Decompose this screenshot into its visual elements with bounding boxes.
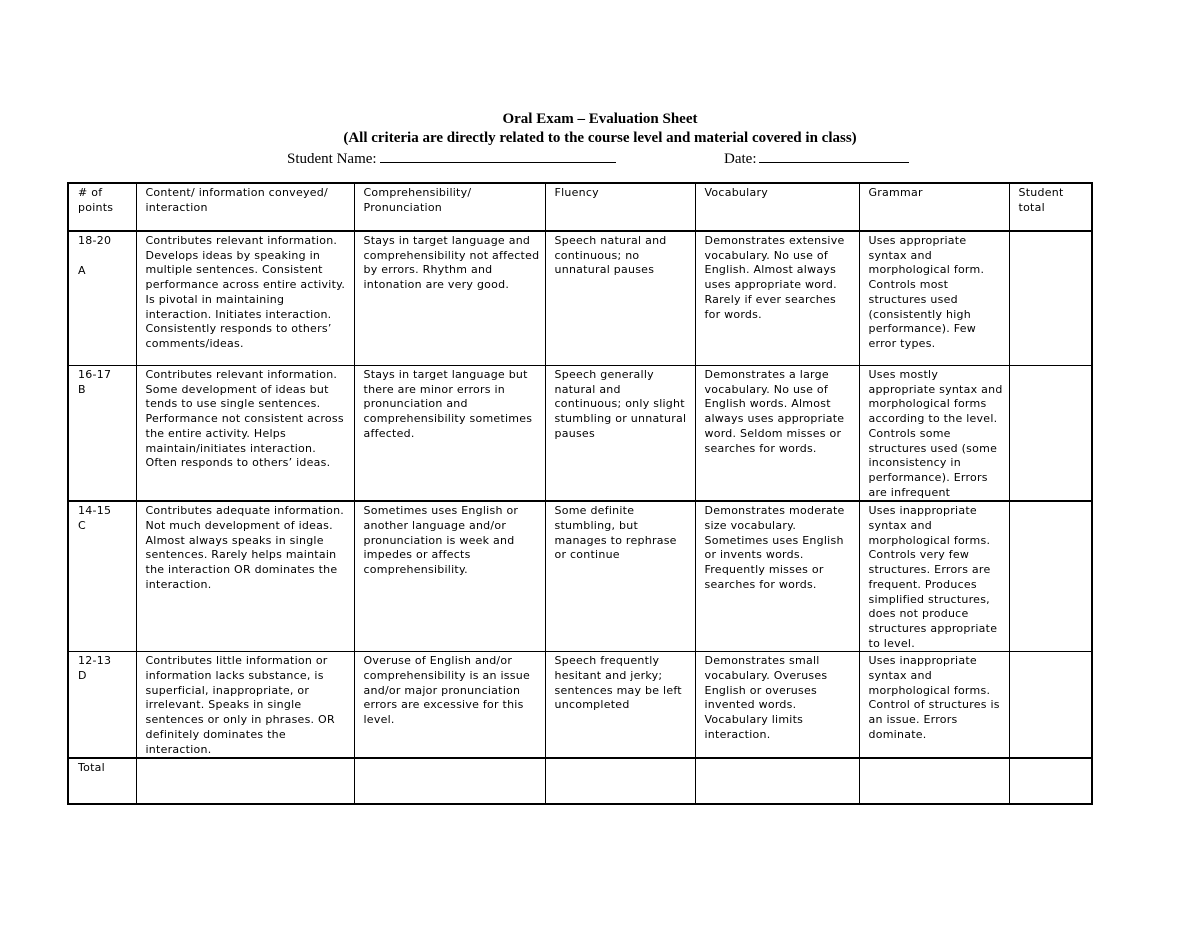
points-cell xyxy=(68,231,136,366)
vocabulary-cell: Demonstrates moderate size vocabulary. Sometimes uses English or invents words. Frequently misses or searches for words. xyxy=(695,501,859,652)
fluency-cell: Speech frequently hesitant and jerky; sentences may be left uncompleted xyxy=(545,652,695,758)
table-row xyxy=(68,652,1092,758)
header-fluency: Fluency xyxy=(545,183,695,231)
vocabulary-cell: Demonstrates extensive vocabulary. No use of English. Almost always uses appropriate word. Rarely if ever searches for words. xyxy=(695,231,859,366)
points-range: 16-17 xyxy=(78,368,112,381)
table-row xyxy=(68,366,1092,502)
total-cell-pronunciation[interactable] xyxy=(354,758,545,804)
header-student-total: Student total xyxy=(1009,183,1092,231)
pronunciation-cell: Sometimes uses English or another language and/or pronunciation is week and impedes or affects comprehensibility. xyxy=(354,501,545,652)
rubric-table xyxy=(67,182,1093,805)
total-cell-student[interactable] xyxy=(1009,758,1092,804)
header-vocabulary: Vocabulary xyxy=(695,183,859,231)
student-name-blank[interactable] xyxy=(380,149,616,163)
student-name-label: Student Name: xyxy=(287,151,377,167)
page-subtitle: (All criteria are directly related to the course level and material covered in class) xyxy=(343,130,857,146)
content-cell: Contributes adequate information. Not much development of ideas. Almost always speaks in single sentences. Rarely helps maintain the interaction OR dominates the interaction. xyxy=(136,501,354,652)
header-grammar: Grammar xyxy=(859,183,1009,231)
date-field[interactable] xyxy=(724,149,909,168)
grade-letter: C xyxy=(78,519,86,533)
grammar-cell: Uses inappropriate syntax and morphological forms. Controls very few structures. Errors are frequent. Produces simplified structures, does not produce structures appropriate to level. xyxy=(859,501,1009,652)
grade-letter: A xyxy=(78,263,86,277)
total-cell-content[interactable] xyxy=(136,758,354,804)
content-cell: Contributes little information or information lacks substance, is superficial, inappropriate, or irrelevant. Speaks in single sentences or only in phrases. OR definitely dominates the interaction. xyxy=(136,652,354,758)
table-header-row xyxy=(68,183,1092,231)
points-range: 18-20 xyxy=(78,234,112,247)
content-cell: Contributes relevant information. Develops ideas by speaking in multiple sentences. Consistent performance across entire activity. Is pivotal in maintaining interaction. Initiates interaction. Consistently responds to others’ comments/ideas. xyxy=(136,231,354,366)
student-total-cell[interactable] xyxy=(1009,231,1092,366)
vocabulary-cell: Demonstrates a large vocabulary. No use of English words. Almost always uses appropriate word. Seldom misses or searches for words. xyxy=(695,366,859,502)
points-cell xyxy=(68,652,136,758)
student-name-field[interactable] xyxy=(287,149,616,168)
fluency-cell: Speech generally natural and continuous; only slight stumbling or unnatural pauses xyxy=(545,366,695,502)
grammar-cell: Uses appropriate syntax and morphological form. Controls most structures used (consistently high performance). Few error types. xyxy=(859,231,1009,366)
content-cell: Contributes relevant information. Some development of ideas but tends to use single sentences. Performance not consistent across the entire activity. Helps maintain/initiates interaction. Often responds to others’ ideas. xyxy=(136,366,354,502)
vocabulary-cell: Demonstrates small vocabulary. Overuses English or overuses invented words. Vocabulary limits interaction. xyxy=(695,652,859,758)
points-cell xyxy=(68,366,136,502)
pronunciation-cell: Overuse of English and/or comprehensibility is an issue and/or major pronunciation errors are excessive for this level. xyxy=(354,652,545,758)
total-cell-fluency[interactable] xyxy=(545,758,695,804)
points-cell xyxy=(68,501,136,652)
student-total-cell[interactable] xyxy=(1009,366,1092,502)
total-label: Total xyxy=(68,758,136,804)
header-points: # of points xyxy=(68,183,136,231)
table-row xyxy=(68,231,1092,366)
grammar-cell: Uses inappropriate syntax and morphological forms. Control of structures is an issue. Errors dominate. xyxy=(859,652,1009,758)
grammar-cell: Uses mostly appropriate syntax and morphological forms according to the level. Controls some structures used (some inconsistency in performance). Errors are infrequent xyxy=(859,366,1009,502)
page-title: Oral Exam – Evaluation Sheet xyxy=(502,111,698,127)
grade-letter: B xyxy=(78,382,86,396)
header-content: Content/ information conveyed/ interaction xyxy=(136,183,354,231)
student-total-cell[interactable] xyxy=(1009,652,1092,758)
fluency-cell: Some definite stumbling, but manages to rephrase or continue xyxy=(545,501,695,652)
fluency-cell: Speech natural and continuous; no unnatural pauses xyxy=(545,231,695,366)
points-range: 12-13 xyxy=(78,654,112,668)
points-range: 14-15 xyxy=(78,504,112,518)
date-label: Date: xyxy=(724,151,757,167)
pronunciation-cell: Stays in target language and comprehensibility not affected by errors. Rhythm and intonation are very good. xyxy=(354,231,545,366)
total-row xyxy=(68,758,1092,804)
pronunciation-cell: Stays in target language but there are minor errors in pronunciation and comprehensibility sometimes affected. xyxy=(354,366,545,502)
date-blank[interactable] xyxy=(759,149,909,163)
student-total-cell[interactable] xyxy=(1009,501,1092,652)
table-row xyxy=(68,501,1092,652)
total-cell-grammar[interactable] xyxy=(859,758,1009,804)
total-cell-vocabulary[interactable] xyxy=(695,758,859,804)
grade-letter: D xyxy=(78,669,87,683)
header-pronunciation: Comprehensibility/ Pronunciation xyxy=(354,183,545,231)
